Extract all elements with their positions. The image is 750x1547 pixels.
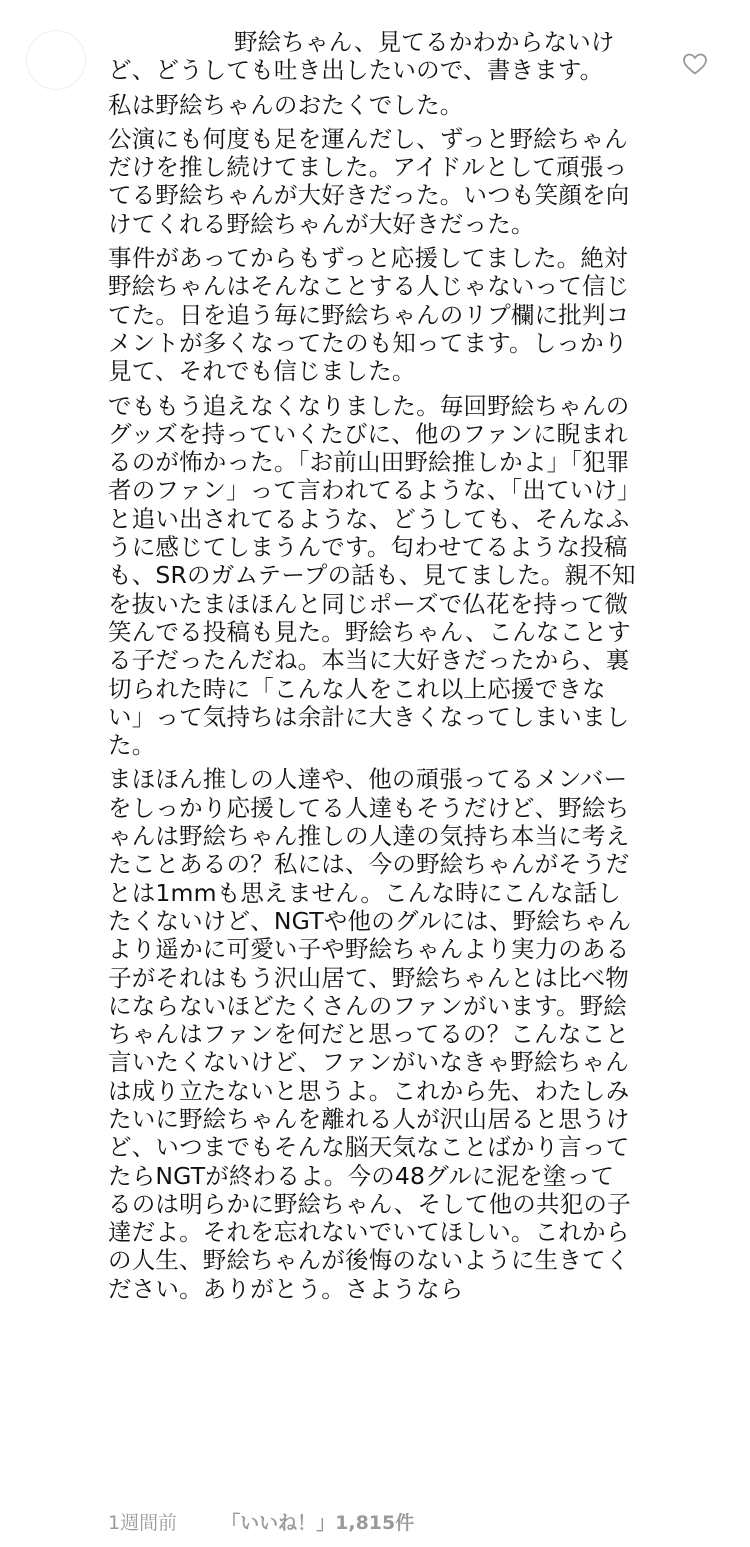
comment-footer <box>108 1510 414 1536</box>
comment-paragraph: 野絵ちゃん、見てるかわからないけど、どうしても吐き出したいので、書きます。 <box>108 28 615 85</box>
heart-outline-icon <box>682 52 708 76</box>
comment-paragraph: 私は野絵ちゃんのおたくでした。 <box>108 90 464 119</box>
comment-paragraph: でももう追えなくなりました。毎回野絵ちゃんのグッズを持っていくたびに、他のファンに睨まれるのが怖かった。「お前山田野絵推しかよ」「犯罪者のファン」って言われてるような、「出ていけ」と追い出されてるような、どうしても、そんなふうに感じてしまうんです。匂わせてるような投稿も、SRのガムテープの話も、見てました。親不知を抜いたまほほんと同じポーズで仏花を持って微笑んでる投稿も見た。野絵ちゃん、こんなことする子だったんだね。本当に大好きだったから、裏切られた時に「こんな人をこれ以上応援できない」って気持ちは余計に大きくなってしまいました。 <box>108 391 636 760</box>
avatar[interactable] <box>26 30 86 90</box>
comment-paragraph: 公演にも何度も足を運んだし、ずっと野絵ちゃんだけを推し続けてました。アイドルとして頑張ってる野絵ちゃんが大好きだった。いつも笑顔を向けてくれる野絵ちゃんが大好きだった。 <box>108 124 630 238</box>
comment-paragraph: 事件があってからもずっと応援してました。絶対野絵ちゃんはそんなことする人じゃないって信じてた。日を追う毎に野絵ちゃんのリプ欄に批判コメントが多くなってたのも知ってます。しっかり見て、それでも信じました。 <box>108 244 630 386</box>
comment-paragraph: まほほん推しの人達や、他の頑張ってるメンバーをしっかり応援してる人達もそうだけど、野絵ちゃんは野絵ちゃん推しの人達の気持ち本当に考えたことあるの？私には、今の野絵ちゃんがそうだとは1mmも思えません。こんな時にこんな話したくないけど、NGTや他のグルには、野絵ちゃんより遥かに可愛い子や野絵ちゃんより実力のある子がそれはもう沢山居て、野絵ちゃんとは比べ物にならないほどたくさんのファンがいます。野絵ちゃんはファンを何だと思ってるの？こんなこと言いたくないけど、ファンがいなきゃ野絵ちゃんは成り立たないと思うよ。これから先、わたしみたいに野絵ちゃんを離れる人が沢山居ると思うけど、いつまでもそんな脳天気なことばかり言ってたらNGTが終わるよ。今の48グルに泥を塗ってるのは明らかに野絵ちゃん、そして他の共犯の子達だよ。それを忘れないでいてほしい。これからの人生、野絵ちゃんが後悔のないように生きてください。ありがとう。さようなら <box>108 765 632 1303</box>
like-button[interactable] <box>682 52 708 76</box>
comment-timestamp: 1週間前 <box>108 1512 178 1534</box>
likes-count-link[interactable]: 「いいね！」1,815件 <box>221 1512 415 1534</box>
comment-body <box>108 28 636 1303</box>
